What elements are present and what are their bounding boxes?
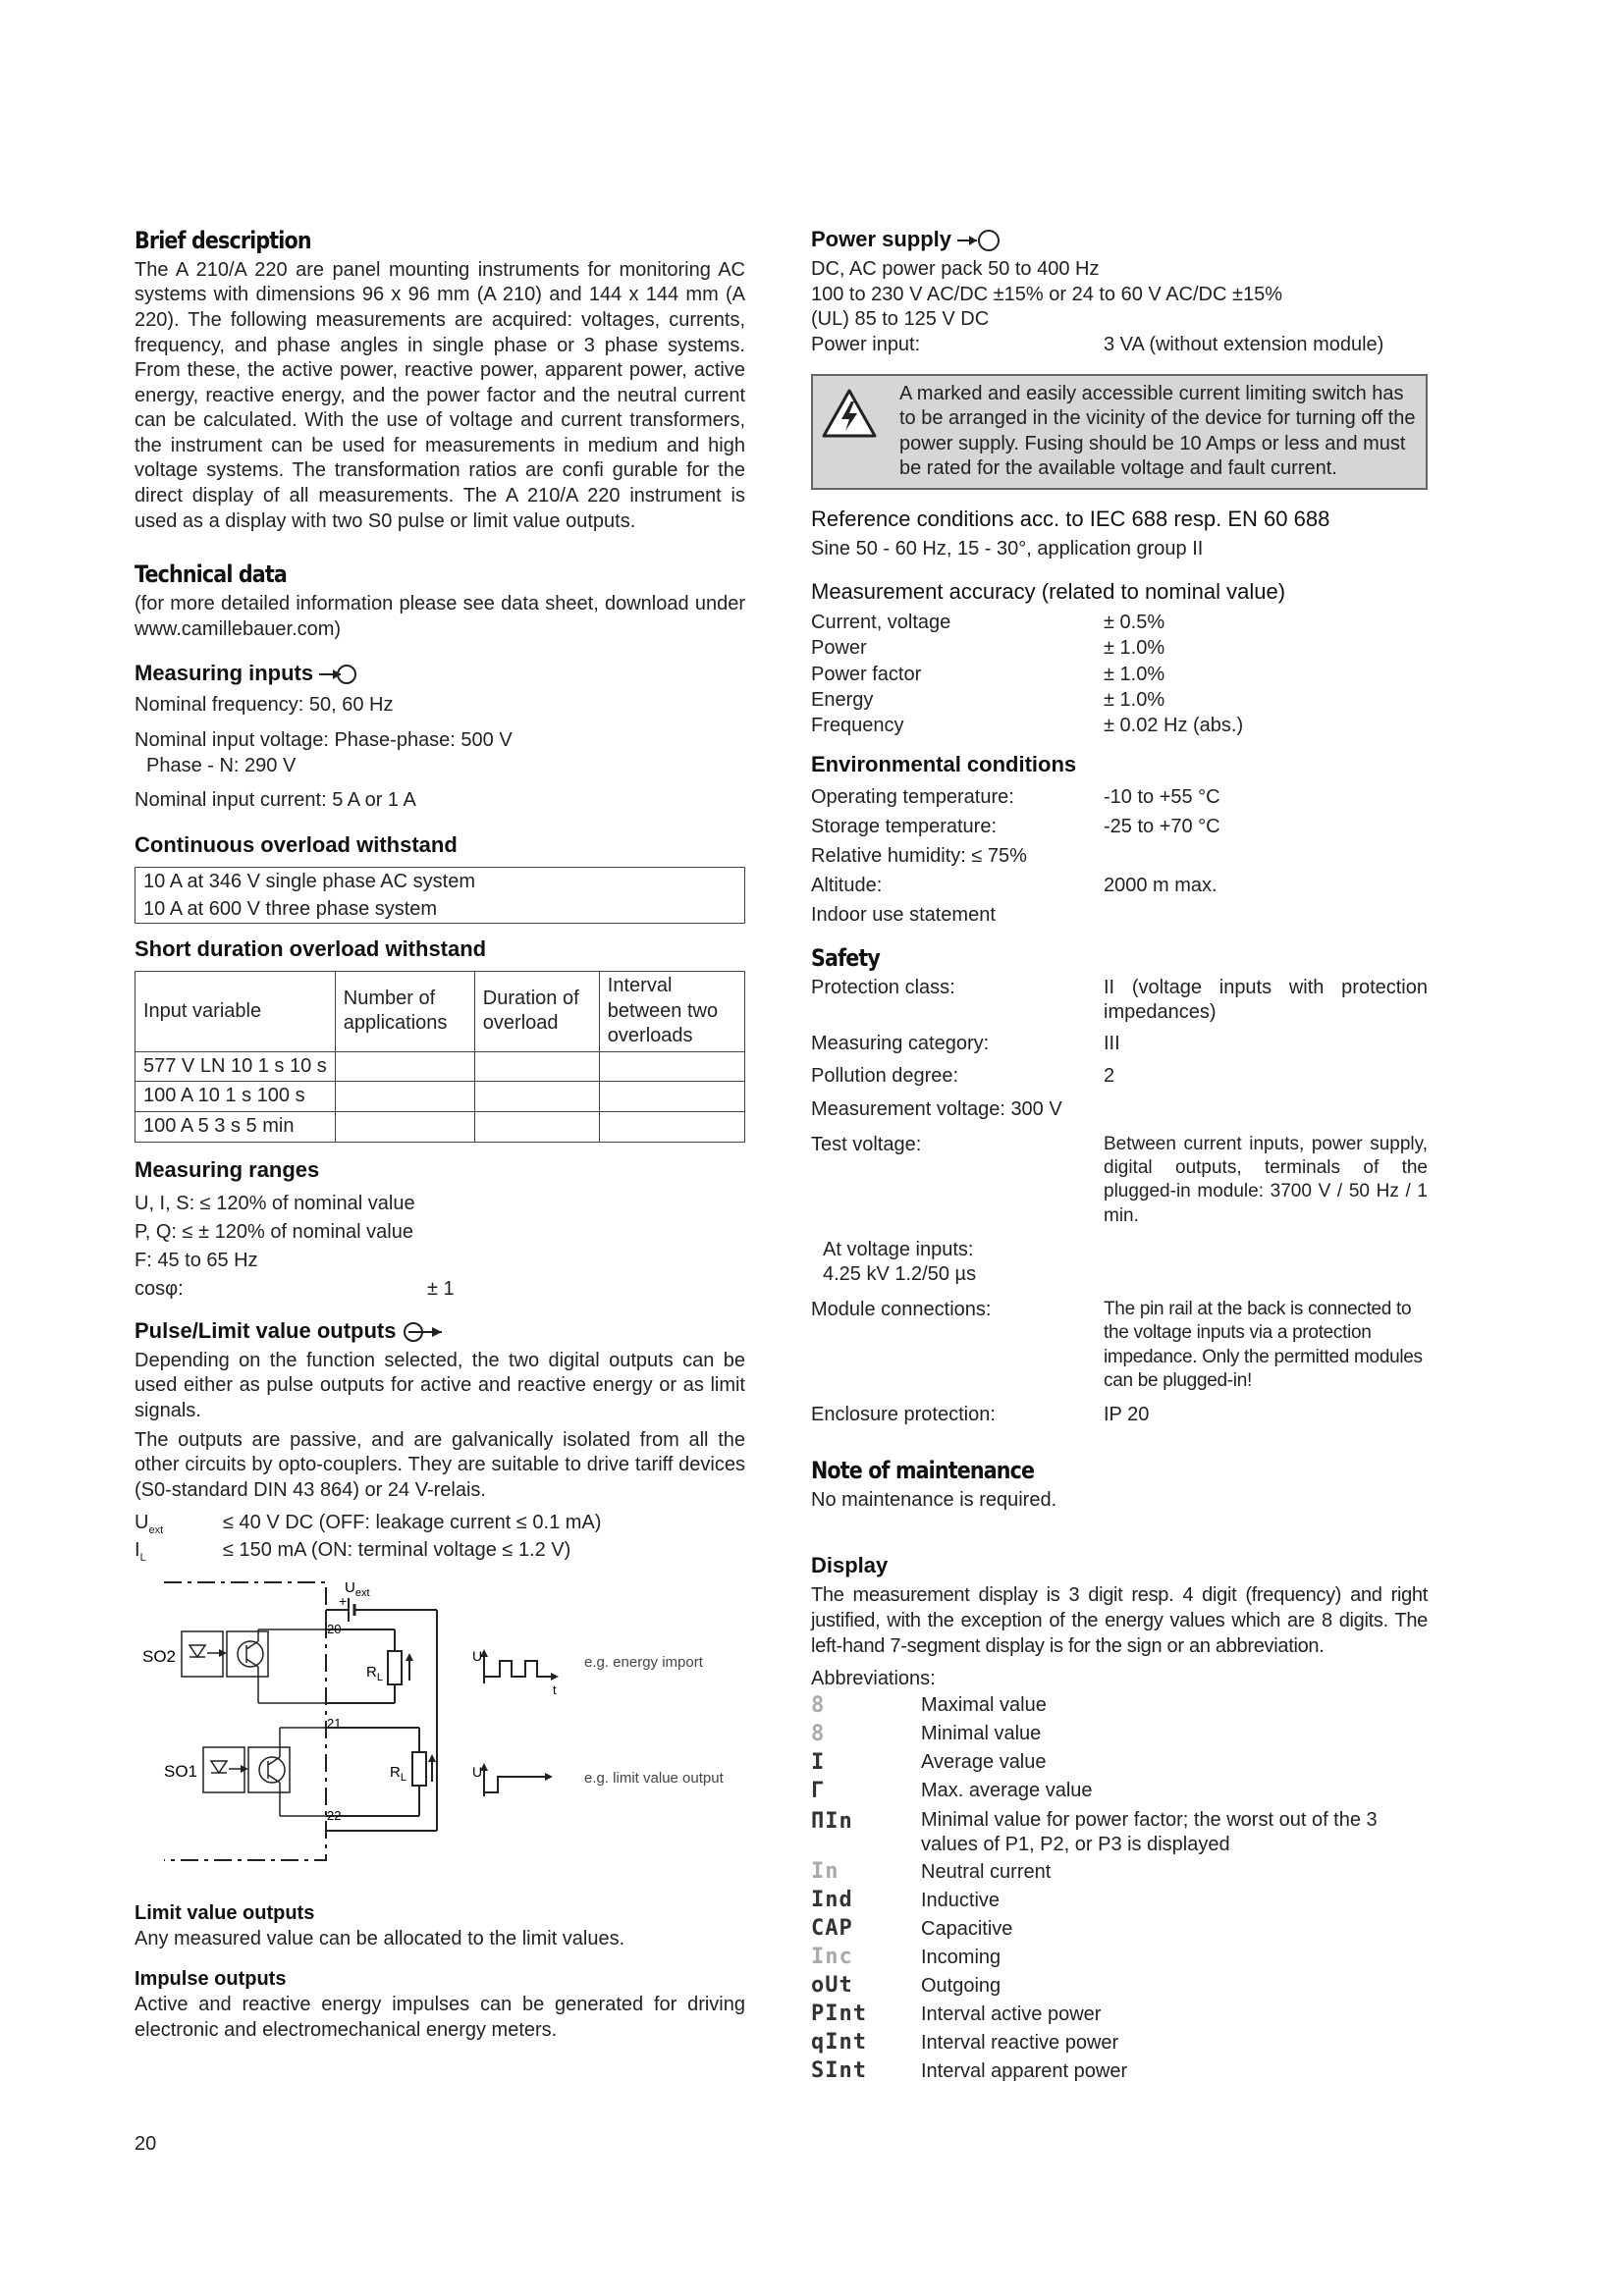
list-item: SInt Interval apparent power xyxy=(811,2057,1428,2086)
terminal-20: 20 xyxy=(327,1621,342,1636)
reference-conditions-heading: Reference conditions acc. to IEC 688 resp. EN 60 688 xyxy=(811,506,1330,531)
left-column xyxy=(135,226,745,2043)
list-item: Protection class: II (voltage inputs with protection impedances) xyxy=(811,976,1428,1024)
output-circuit-diagram xyxy=(135,1571,745,1875)
list-item: ΠIn Minimal value for power factor; the worst out of the 3 values of P1, P2, or P3 is displayed xyxy=(811,1808,1378,1856)
list-item: Relative humidity: ≤ 75% xyxy=(811,844,1027,867)
energy-import-label: e.g. energy import xyxy=(584,1653,703,1671)
list-item: Energy ± 1.0% xyxy=(811,688,1165,711)
abbreviation-list xyxy=(811,1692,1428,2086)
environment-list xyxy=(811,782,1428,930)
reference-conditions-text: Sine 50 - 60 Hz, 15 - 30°, application group II xyxy=(811,538,1204,561)
accuracy-heading: Measurement accuracy (related to nominal value) xyxy=(811,578,1286,604)
list-item: 8 Minimal value xyxy=(811,1721,1428,1749)
segment-glyph: 8 xyxy=(811,1722,826,1747)
segment-glyph: qInt xyxy=(811,2030,867,2056)
segment-glyph: CAP xyxy=(811,1916,853,1942)
list-item: Test voltage: Between current inputs, power supply, digital outputs, terminals of the plugged-in module: 3700 V / 50 Hz / 1 min. xyxy=(811,1133,1428,1226)
rl-lower-label: $R_L$ xyxy=(390,1763,406,1784)
terminal-22: 22 xyxy=(327,1807,342,1823)
short-duration-table xyxy=(135,971,745,1143)
list-item: CAP Capacitive xyxy=(811,1915,1428,1944)
maintenance-text: No maintenance is required. xyxy=(811,1488,1057,1511)
list-item: Current, voltage ± 0.5% xyxy=(811,611,1165,633)
list-item: oUt Outgoing xyxy=(811,1972,1428,2001)
page-number: 20 xyxy=(135,2133,157,2155)
segment-glyph: SInt xyxy=(811,2058,867,2084)
list-item: Power ± 1.0% xyxy=(811,637,1165,660)
list-item: 8 Maximal value xyxy=(811,1692,1428,1721)
list-item: Module connections: The pin rail at the back is connected to the voltage inputs via a protection impedance. Only the permitted modules can be plugged-in! xyxy=(811,1299,1423,1391)
list-item: Storage temperature: -25 to +70 °C xyxy=(811,815,1220,837)
environment-heading: Environmental conditions xyxy=(811,751,1077,776)
range-pq: P, Q: ≤ ± 120% of nominal value xyxy=(135,1220,413,1243)
table-row: 100 A 10 1 s 100 s xyxy=(135,1082,745,1112)
accuracy-list xyxy=(811,610,1428,739)
table-row: 577 V LN 10 1 s 10 s xyxy=(135,1051,745,1082)
impulse-outputs-text: Active and reactive energy impulses can be generated for driving electronic and electromechanical energy meters. xyxy=(135,1993,745,2041)
nominal-voltage: Nominal input voltage: Phase-phase: 500 V xyxy=(135,728,513,751)
brief-description-text: The A 210/A 220 are panel mounting instruments for monitoring AC systems with dimensions 96 x 96 mm (A 210) and 144 x 144 mm (A 220). The following measurements are acquired: voltages, currents, frequency, and phase angles in single phase or 3 phase systems. From these, the active power, reactive power, apparent power, active energy, reactive energy, and the power factor and the neutral current can be calculated. With the use of voltage and current transformers, the instrument can be used for measurements in medium and high voltage systems. The transformation ratios are confi gurable for the direct display of all measurements. The A 210/A 220 instrument is used as a display with two S0 pulse or limit value outputs. xyxy=(135,258,745,532)
continuous-overload-heading: Continuous overload withstand xyxy=(135,831,458,857)
brief-description-heading: Brief description xyxy=(135,227,311,254)
segment-glyph: ΠIn xyxy=(811,1808,853,1834)
list-item: 4.25 kV 1.2/50 µs xyxy=(823,1263,977,1286)
list-item: qInt Interval reactive power xyxy=(811,2029,1428,2057)
graph-u-label-2: U xyxy=(472,1763,483,1780)
list-item: Pollution degree: 2 xyxy=(811,1065,1115,1088)
list-item: At voltage inputs: xyxy=(823,1238,974,1260)
short-duration-heading: Short duration overload withstand xyxy=(135,935,487,961)
limit-output-label: e.g. limit value output xyxy=(584,1769,724,1787)
rl-upper-label: $R_L$ xyxy=(366,1663,383,1683)
measuring-inputs-heading: Measuring inputs xyxy=(135,660,745,687)
so2-label: SO2 xyxy=(142,1646,177,1666)
limit-value-outputs-text: Any measured value can be allocated to the limit values. xyxy=(135,1927,625,1949)
measuring-input-icon xyxy=(319,664,358,685)
list-item: Altitude: 2000 m max. xyxy=(811,874,1218,896)
table-row: 10 A at 600 V three phase system xyxy=(135,895,745,924)
list-item: PInt Interval active power xyxy=(811,2001,1428,2029)
terminal-21: 21 xyxy=(327,1715,342,1731)
graph-t-label: t xyxy=(553,1682,557,1697)
power-input-row: Power input: 3 VA (without extension module) xyxy=(811,333,1384,355)
list-item: Frequency ± 0.02 Hz (abs.) xyxy=(811,715,1244,737)
safety-heading: Safety xyxy=(811,943,880,972)
warning-box xyxy=(811,374,1428,490)
warning-text: A marked and easily accessible current limiting switch has to be arranged in the vicinity of the device for turning off the power supply. Fusing should be 10 Amps or less and must be rated for the available voltage and fault current. xyxy=(899,382,1416,480)
display-heading: Display xyxy=(811,1553,889,1578)
pulse-text-2: The outputs are passive, and are galvanically isolated from all the other circuits by opto-couplers. They are suitable to drive tariff devices (S0-standard DIN 43 864) or 24 V-relais. xyxy=(135,1428,745,1501)
continuous-overload-table xyxy=(135,867,745,924)
so1-label: SO1 xyxy=(164,1761,198,1781)
limit-value-outputs-heading: Limit value outputs xyxy=(135,1902,315,1925)
technical-data-heading: Technical data xyxy=(135,561,287,589)
high-voltage-warning-icon xyxy=(821,388,878,439)
list-item: I Average value xyxy=(811,1749,1428,1778)
uext-spec: $U_{ext}$ ≤ 40 V DC (OFF: leakage current ≤ 0.1 mA) xyxy=(135,1512,602,1537)
segment-glyph: In xyxy=(811,1859,839,1885)
display-text: The measurement display is 3 digit resp. 4 digit (frequency) and right justified, with the exception of the energy values which are 8 digits. The left-hand 7-segment display is for the sign or an abbreviation. xyxy=(811,1584,1428,1657)
list-item: In Neutral current xyxy=(811,1858,1428,1887)
safety-list xyxy=(811,976,1428,1428)
table-row: 100 A 5 3 s 5 min xyxy=(135,1111,745,1142)
nominal-frequency: Nominal frequency: 50, 60 Hz xyxy=(135,694,394,717)
pulse-text-1: Depending on the function selected, the two digital outputs can be used either as pulse outputs for active and reactive energy or as limit signals. xyxy=(135,1349,745,1422)
segment-glyph: PInt xyxy=(811,2002,867,2027)
measuring-ranges-heading: Measuring ranges xyxy=(135,1156,320,1182)
plus-sign: + xyxy=(339,1592,348,1609)
pulse-limit-heading: Pulse/Limit value outputs xyxy=(135,1317,745,1345)
segment-glyph: oUt xyxy=(811,1973,853,1999)
list-item: Power factor ± 1.0% xyxy=(811,663,1165,685)
list-item: Indoor use statement xyxy=(811,903,996,926)
power-line-1: DC, AC power pack 50 to 400 Hz xyxy=(811,258,1100,281)
segment-glyph: Ind xyxy=(811,1888,853,1913)
power-supply-heading: Power supply xyxy=(811,226,1428,253)
power-line-2: 100 to 230 V AC/DC ±15% or 24 to 60 V AC/DC ±15% xyxy=(811,283,1282,305)
list-item: Measurement voltage: 300 V xyxy=(811,1098,1062,1121)
il-spec: $I_L$ ≤ 150 mA (ON: terminal voltage ≤ 1.2 V) xyxy=(135,1538,571,1564)
table-row: 10 A at 346 V single phase AC system xyxy=(135,867,745,895)
nominal-current: Nominal input current: 5 A or 1 A xyxy=(135,789,416,812)
impulse-outputs-heading: Impulse outputs xyxy=(135,1968,287,1991)
segment-glyph: Inc xyxy=(811,1945,853,1970)
right-column xyxy=(811,226,1428,2086)
list-item: Operating temperature: -10 to +55 °C xyxy=(811,785,1220,808)
segment-glyph: I xyxy=(811,1750,826,1776)
digital-output-icon xyxy=(403,1321,444,1343)
range-cos: cosφ: ± 1 xyxy=(135,1277,455,1300)
list-item: Inc Incoming xyxy=(811,1944,1428,1972)
abbreviations-label: Abbreviations: xyxy=(811,1668,936,1690)
technical-data-text: (for more detailed information please see data sheet, download under www.camillebauer.com) xyxy=(135,592,745,640)
nominal-voltage-pn: Phase - N: 290 V xyxy=(146,754,297,776)
power-line-3: (UL) 85 to 125 V DC xyxy=(811,308,990,331)
uext-label: $U_{ext}$ xyxy=(345,1578,370,1599)
power-supply-icon xyxy=(957,229,1001,252)
range-uis: U, I, S: ≤ 120% of nominal value xyxy=(135,1192,415,1214)
segment-glyph: Γ xyxy=(811,1779,826,1804)
list-item: Γ Max. average value xyxy=(811,1778,1428,1806)
table-header-row: Input variable Number of applications Duration of overload Interval between two overloads xyxy=(135,972,745,1052)
list-item: Enclosure protection: IP 20 xyxy=(811,1404,1150,1426)
list-item: Ind Inductive xyxy=(811,1887,1428,1915)
segment-glyph: 8 xyxy=(811,1693,826,1719)
list-item: Measuring category: III xyxy=(811,1032,1120,1054)
range-f: F: 45 to 65 Hz xyxy=(135,1249,258,1271)
maintenance-heading: Note of maintenance xyxy=(811,1456,1035,1484)
graph-u-label: U xyxy=(472,1647,483,1664)
